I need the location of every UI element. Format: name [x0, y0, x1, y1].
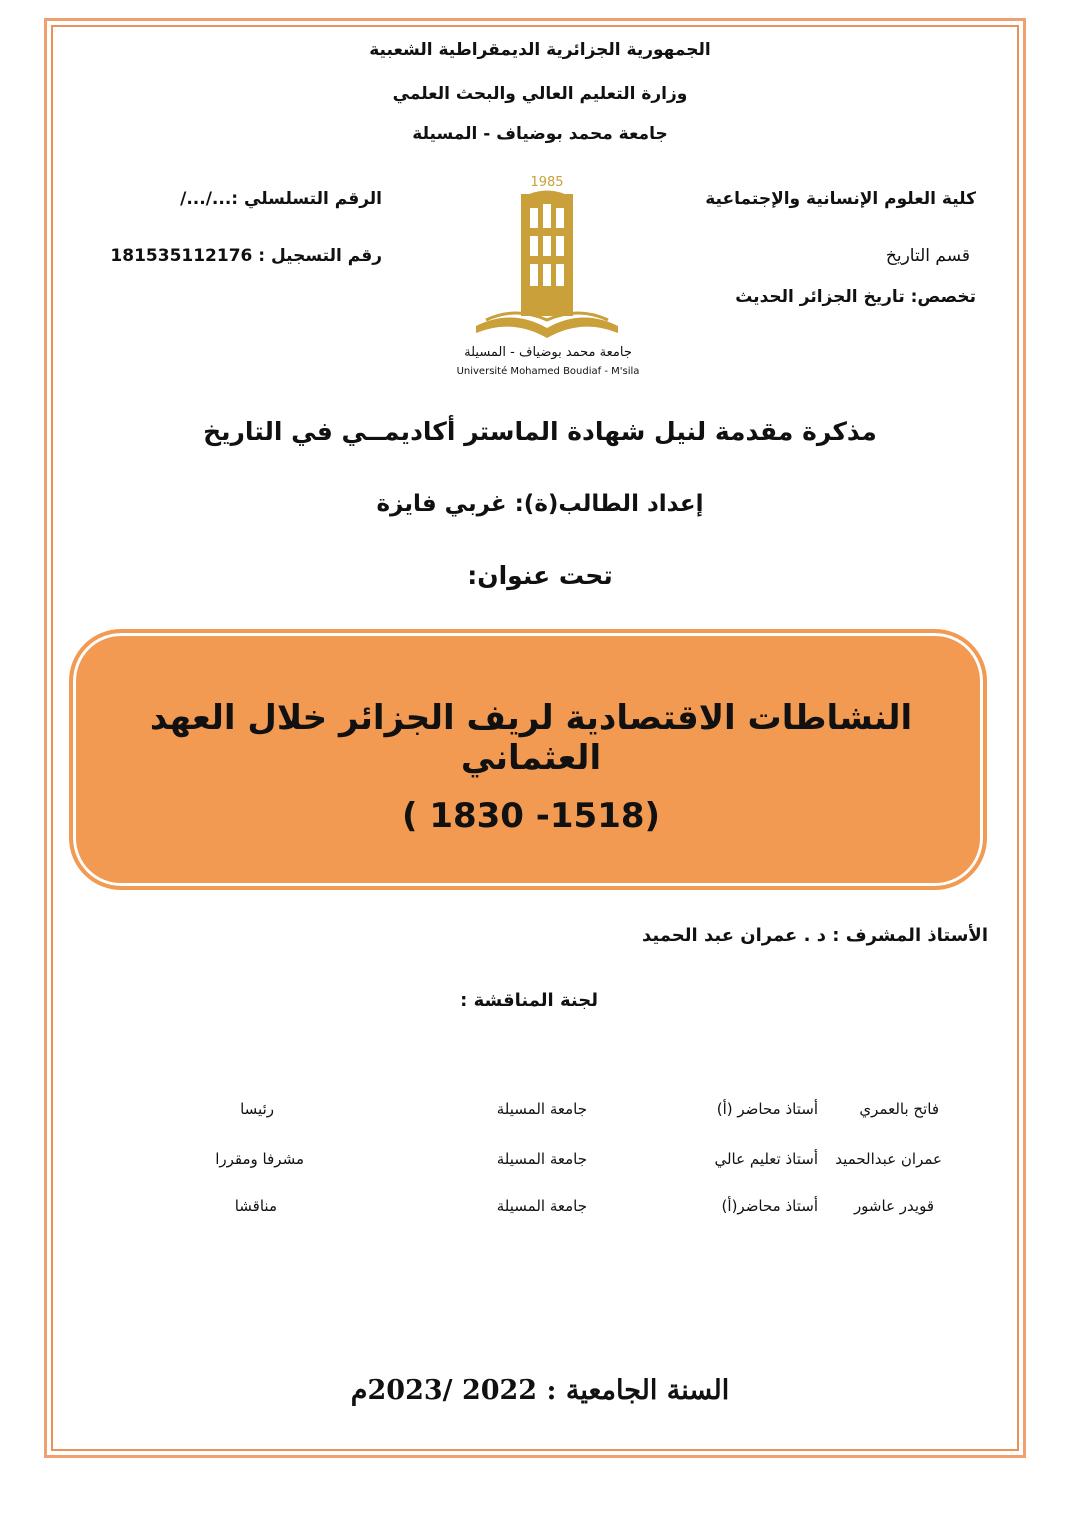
committee-university: جامعة المسيلة [496, 1197, 587, 1215]
memo-title: مذكرة مقدمة لنيل شهادة الماستر أكاديمــي في التاريخ [203, 417, 877, 446]
committee-name: قويدر عاشور [853, 1197, 934, 1215]
header-ministry: وزارة التعليم العالي والبحث العلمي [392, 84, 688, 104]
registration-number: رقم التسجيل : 181535112176 [110, 246, 382, 266]
logo-name-french: Université Mohamed Boudiaf - M'sila [456, 366, 640, 377]
department-label: قسم التاريخ [885, 246, 970, 266]
logo-year: 1985 [530, 175, 564, 190]
committee-name: فاتح بالعمري [859, 1100, 939, 1118]
committee-role: رئيسا [240, 1100, 274, 1118]
serial-number: الرقم التسلسلي :.../.../ [180, 189, 382, 209]
thesis-period: ( 1830 -1518) [401, 796, 661, 836]
committee-rank: أستاذ تعليم عالي [714, 1150, 818, 1168]
faculty-label: كلية العلوم الإنسانية والإجتماعية [705, 189, 976, 209]
committee-university: جامعة المسيلة [496, 1150, 587, 1168]
committee-role: مشرفا ومقررا [215, 1150, 304, 1168]
header-university: جامعة محمد بوضياف - المسيلة [412, 124, 668, 144]
logo-name-arabic: جامعة محمد بوضياف - المسيلة [464, 345, 632, 360]
student-name: إعداد الطالب(ة): غربي فايزة [376, 491, 704, 517]
committee-label: لجنة المناقشة : [460, 990, 598, 1011]
committee-rank: أستاذ محاضر (أ) [716, 1100, 818, 1118]
committee-rank: أستاذ محاضر(أ) [721, 1197, 818, 1215]
supervisor-label: الأستاذ المشرف : د . عمران عبد الحميد [641, 925, 988, 946]
thesis-title: النشاطات الاقتصادية لريف الجزائر خلال العهد العثماني [149, 698, 913, 778]
committee-university: جامعة المسيلة [496, 1100, 587, 1118]
under-title-label: تحت عنوان: [467, 561, 613, 590]
specialty-label: تخصص: تاريخ الجزائر الحديث [735, 287, 976, 307]
academic-year: السنة الجامعية : 2022 /2023م [350, 1375, 730, 1406]
header-republic: الجمهورية الجزائرية الديمقراطية الشعبية [369, 40, 711, 60]
committee-role: مناقشا [234, 1197, 277, 1215]
thesis-title-box [73, 633, 983, 886]
committee-name: عمران عبدالحميد [835, 1150, 942, 1168]
